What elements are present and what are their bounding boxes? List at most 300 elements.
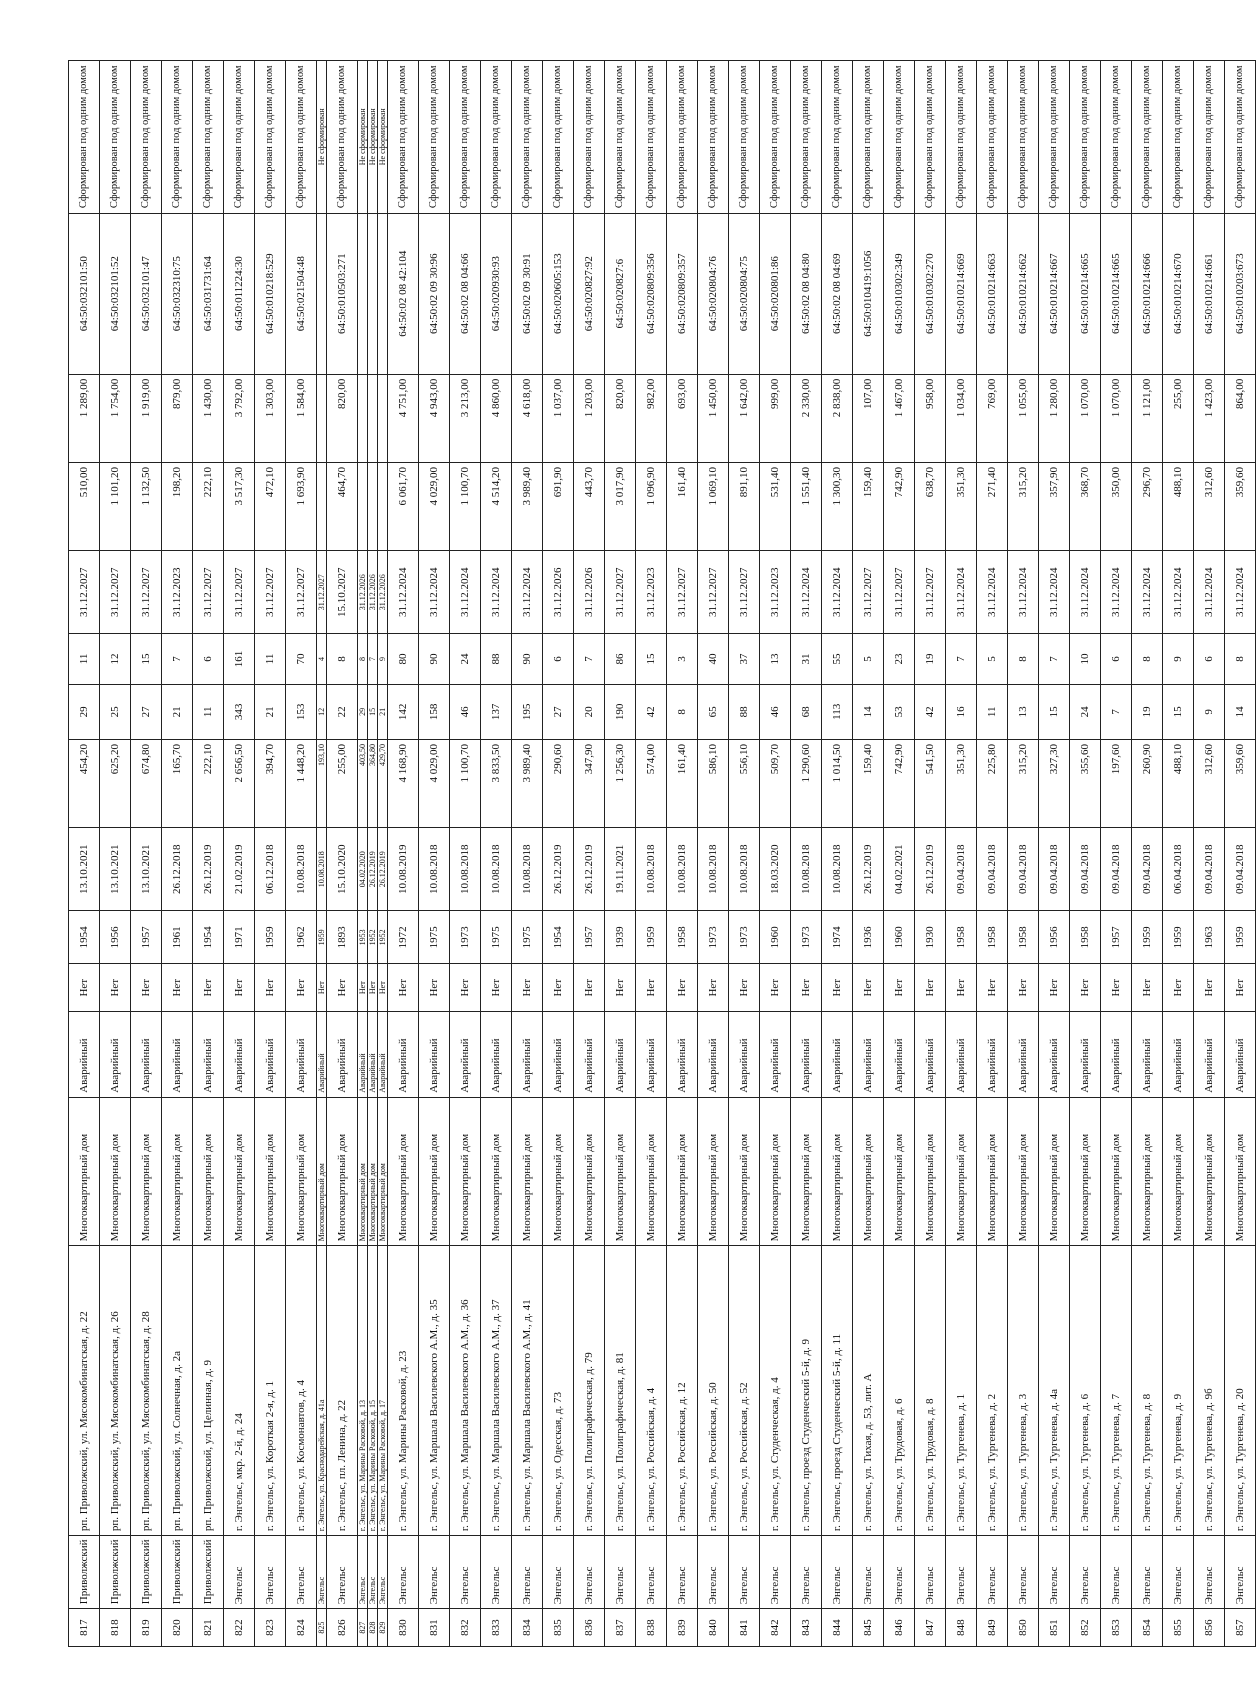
cell-year-built: 1973 <box>729 911 760 964</box>
cell-year-built: 1959 <box>636 911 667 964</box>
cell-row-number: 852 <box>1070 1609 1101 1647</box>
cell-building-type: Многоквартирный дом <box>378 1097 388 1246</box>
cell-row-number: 820 <box>162 1609 193 1647</box>
cell-planned-date: 31.12.2026 <box>368 551 378 634</box>
cell-year-built: 1963 <box>1194 911 1225 964</box>
cell-resettlement-area: 531,40 <box>760 462 791 550</box>
cell-cultural-heritage: Нет <box>884 964 915 1012</box>
cell-address: г. Энгельс, ул. Тургенева, д. 4а <box>1039 1246 1070 1536</box>
cell-total-area: 429,70 <box>378 740 388 828</box>
cell-address: г. Энгельс, ул. Тургенева, д. 1 <box>946 1246 977 1536</box>
cell-cultural-heritage: Нет <box>131 964 162 1012</box>
cell-address: г. Энгельс, ул. Трудовая, д. 6 <box>884 1246 915 1536</box>
cell-cultural-heritage: Нет <box>636 964 667 1012</box>
cell-address: г. Энгельс, ул. Краснодарейская, д. 41а <box>317 1246 327 1536</box>
cell-resettlement-area: 638,70 <box>915 462 946 550</box>
cell-row-number: 830 <box>388 1609 419 1647</box>
cell-cadastral-number: 64:50:02 08 42:104 <box>388 213 419 374</box>
cell-apartments: 80 <box>388 634 419 684</box>
cell-condition: Аварийный <box>1008 1012 1039 1098</box>
cell-recognition-date: 10.08.2018 <box>698 828 729 911</box>
cell-municipality: Энгельс <box>729 1536 760 1609</box>
cell-year-built: 1959 <box>1132 911 1163 964</box>
cell-cultural-heritage: Нет <box>286 964 317 1012</box>
cell-planned-date: 31.12.2027 <box>667 551 698 634</box>
cell-total-area: 3 989,40 <box>512 740 543 828</box>
cell-total-area: 1 014,50 <box>822 740 853 828</box>
cell-planned-date: 31.12.2023 <box>760 551 791 634</box>
cell-condition: Аварийный <box>822 1012 853 1098</box>
cell-year-built: 1958 <box>1070 911 1101 964</box>
table-row <box>698 61 729 1647</box>
cell-condition: Аварийный <box>317 1012 327 1098</box>
cell-cadastral-number: 64:50:032310:75 <box>162 213 193 374</box>
cell-residents: 343 <box>224 684 255 739</box>
cell-municipality: Приволжский <box>193 1536 224 1609</box>
cell-recognition-date: 18.03.2020 <box>760 828 791 911</box>
cell-condition: Аварийный <box>419 1012 450 1098</box>
cell-building-type: Многоквартирный дом <box>1070 1097 1101 1246</box>
cell-address: г. Энгельс, ул. Короткая 2-я, д. 1 <box>255 1246 286 1536</box>
cell-apartments: 9 <box>378 634 388 684</box>
cell-municipality: Энгельс <box>419 1536 450 1609</box>
cell-cadastral-number: 64:50:020605:153 <box>543 213 574 374</box>
cell-address: г. Энгельс, ул. Тургенева, д. 20 <box>1225 1246 1256 1536</box>
cell-municipality: Энгельс <box>884 1536 915 1609</box>
table-row <box>286 61 317 1647</box>
cell-cadastral-number: 64:50:020827:6 <box>605 213 636 374</box>
cell-planned-date: 31.12.2026 <box>358 551 368 634</box>
cell-recognition-date: 26.12.2019 <box>853 828 884 911</box>
cell-total-area: 556,10 <box>729 740 760 828</box>
table-row <box>1194 61 1225 1647</box>
table-row <box>667 61 698 1647</box>
cell-land-status: Сформирован под одним домом <box>884 61 915 214</box>
cell-residents: 29 <box>69 684 100 739</box>
table-row <box>327 61 358 1647</box>
cell-municipality: Энгельс <box>317 1536 327 1609</box>
cell-cadastral-number <box>358 213 368 374</box>
cell-total-area: 403,50 <box>358 740 368 828</box>
cell-land-area: 1 584,00 <box>286 374 317 462</box>
cell-recognition-date: 04.02.2021 <box>884 828 915 911</box>
cell-resettlement-area: 3 517,30 <box>224 462 255 550</box>
cell-condition: Аварийный <box>636 1012 667 1098</box>
cell-building-type: Многоквартирный дом <box>512 1097 543 1246</box>
cell-residents: 8 <box>667 684 698 739</box>
cell-condition: Аварийный <box>358 1012 368 1098</box>
cell-land-status: Сформирован под одним домом <box>791 61 822 214</box>
cell-address: г. Энгельс, ул. Российская, д. 52 <box>729 1246 760 1536</box>
cell-year-built: 1957 <box>1101 911 1132 964</box>
cell-land-area: 4 943,00 <box>419 374 450 462</box>
cell-recognition-date: 09.04.2018 <box>1008 828 1039 911</box>
cell-cadastral-number: 64:50:020809:356 <box>636 213 667 374</box>
cell-cadastral-number: 64:50:020809:357 <box>667 213 698 374</box>
cell-address: г. Энгельс, ул. Маршала Василевского А.М., д. 41 <box>512 1246 543 1536</box>
cell-recognition-date: 10.08.2018 <box>317 828 327 911</box>
cell-condition: Аварийный <box>946 1012 977 1098</box>
cell-residents: 42 <box>915 684 946 739</box>
cell-recognition-date: 09.04.2018 <box>1194 828 1225 911</box>
cell-recognition-date: 06.12.2018 <box>255 828 286 911</box>
cell-resettlement-area: 742,90 <box>884 462 915 550</box>
cell-cultural-heritage: Нет <box>915 964 946 1012</box>
cell-address: г. Энгельс, ул. Полиграфическая, д. 79 <box>574 1246 605 1536</box>
cell-land-area: 2 838,00 <box>822 374 853 462</box>
cell-land-area <box>378 374 388 462</box>
cell-residents: 25 <box>100 684 131 739</box>
cell-apartments: 31 <box>791 634 822 684</box>
cell-cadastral-number: 64:50:010214:662 <box>1008 213 1039 374</box>
cell-resettlement-area: 1 101,20 <box>100 462 131 550</box>
cell-address: г. Энгельс, ул. Полиграфическая, д. 81 <box>605 1246 636 1536</box>
cell-land-status: Не сформирован <box>358 61 368 214</box>
table-row <box>1101 61 1132 1647</box>
cell-resettlement-area: 359,60 <box>1225 462 1256 550</box>
cell-apartments: 24 <box>450 634 481 684</box>
table-row <box>1225 61 1256 1647</box>
cell-residents: 153 <box>286 684 317 739</box>
cell-cultural-heritage: Нет <box>946 964 977 1012</box>
cell-building-type: Многоквартирный дом <box>822 1097 853 1246</box>
cell-land-status: Сформирован под одним домом <box>100 61 131 214</box>
cell-total-area: 4 168,90 <box>388 740 419 828</box>
cell-row-number: 849 <box>977 1609 1008 1647</box>
cell-land-status: Сформирован под одним домом <box>1194 61 1225 214</box>
cell-address: г. Энгельс, ул. Марины Расковой, д. 15 <box>368 1246 378 1536</box>
cell-building-type: Многоквартирный дом <box>698 1097 729 1246</box>
cell-address: г. Энгельс, ул. Российская, д. 4 <box>636 1246 667 1536</box>
cell-row-number: 818 <box>100 1609 131 1647</box>
cell-cadastral-number: 64:50:020930:93 <box>481 213 512 374</box>
cell-building-type: Многоквартирный дом <box>450 1097 481 1246</box>
cell-year-built: 1973 <box>450 911 481 964</box>
cell-recognition-date: 09.04.2018 <box>1070 828 1101 911</box>
cell-building-type: Многоквартирный дом <box>853 1097 884 1246</box>
cell-resettlement-area <box>378 462 388 550</box>
cell-total-area: 541,50 <box>915 740 946 828</box>
cell-land-area: 1 034,00 <box>946 374 977 462</box>
cell-residents: 24 <box>1070 684 1101 739</box>
cell-total-area: 290,60 <box>543 740 574 828</box>
cell-municipality: Энгельс <box>915 1536 946 1609</box>
cell-row-number: 821 <box>193 1609 224 1647</box>
cell-year-built: 1954 <box>193 911 224 964</box>
table-body <box>69 61 1256 1647</box>
cell-land-status: Сформирован под одним домом <box>1163 61 1194 214</box>
cell-apartments: 11 <box>69 634 100 684</box>
cell-planned-date: 31.12.2024 <box>1194 551 1225 634</box>
cell-land-status: Сформирован под одним домом <box>853 61 884 214</box>
cell-municipality: Энгельс <box>1163 1536 1194 1609</box>
cell-apartments: 19 <box>915 634 946 684</box>
cell-resettlement-area: 510,00 <box>69 462 100 550</box>
cell-residents: 21 <box>255 684 286 739</box>
table-row <box>1039 61 1070 1647</box>
cell-year-built: 1973 <box>698 911 729 964</box>
cell-apartments: 23 <box>884 634 915 684</box>
cell-recognition-date: 10.08.2018 <box>822 828 853 911</box>
table-row <box>729 61 760 1647</box>
cell-recognition-date: 26.12.2019 <box>543 828 574 911</box>
cell-year-built: 1893 <box>327 911 358 964</box>
cell-row-number: 842 <box>760 1609 791 1647</box>
cell-apartments: 70 <box>286 634 317 684</box>
cell-year-built: 1975 <box>481 911 512 964</box>
cell-address: г. Энгельс, ул. Тургенева, д. 6 <box>1070 1246 1101 1536</box>
cell-row-number: 825 <box>317 1609 327 1647</box>
cell-planned-date: 31.12.2027 <box>729 551 760 634</box>
cell-condition: Аварийный <box>760 1012 791 1098</box>
cell-resettlement-area <box>358 462 368 550</box>
cell-residents: 22 <box>327 684 358 739</box>
cell-cultural-heritage: Нет <box>419 964 450 1012</box>
cell-land-status: Сформирован под одним домом <box>1039 61 1070 214</box>
cell-resettlement-area: 296,70 <box>1132 462 1163 550</box>
cell-resettlement-area: 198,20 <box>162 462 193 550</box>
cell-apartments: 6 <box>1194 634 1225 684</box>
cell-municipality: Энгельс <box>450 1536 481 1609</box>
cell-apartments: 7 <box>946 634 977 684</box>
cell-condition: Аварийный <box>543 1012 574 1098</box>
cell-building-type: Многоквартирный дом <box>193 1097 224 1246</box>
cell-row-number: 822 <box>224 1609 255 1647</box>
cell-municipality: Энгельс <box>481 1536 512 1609</box>
cell-building-type: Многоквартирный дом <box>760 1097 791 1246</box>
cell-total-area: 1 100,70 <box>450 740 481 828</box>
cell-apartments: 7 <box>1039 634 1070 684</box>
cell-land-area: 107,00 <box>853 374 884 462</box>
cell-planned-date: 31.12.2027 <box>698 551 729 634</box>
cell-apartments: 5 <box>853 634 884 684</box>
cell-land-status: Сформирован под одним домом <box>162 61 193 214</box>
cell-resettlement-area: 357,90 <box>1039 462 1070 550</box>
cell-year-built: 1974 <box>822 911 853 964</box>
cell-residents: 19 <box>1132 684 1163 739</box>
cell-row-number: 819 <box>131 1609 162 1647</box>
cell-address: г. Энгельс, ул. Одесская, д. 73 <box>543 1246 574 1536</box>
cell-cultural-heritage: Нет <box>574 964 605 1012</box>
cell-cultural-heritage: Нет <box>1008 964 1039 1012</box>
cell-cultural-heritage: Нет <box>1194 964 1225 1012</box>
cell-building-type: Многоквартирный дом <box>481 1097 512 1246</box>
cell-land-status: Сформирован под одним домом <box>286 61 317 214</box>
cell-residents: 20 <box>574 684 605 739</box>
cell-building-type: Многоквартирный дом <box>915 1097 946 1246</box>
cell-resettlement-area: 315,20 <box>1008 462 1039 550</box>
cell-resettlement-area: 368,70 <box>1070 462 1101 550</box>
cell-apartments: 8 <box>358 634 368 684</box>
cell-condition: Аварийный <box>286 1012 317 1098</box>
cell-recognition-date: 15.10.2020 <box>327 828 358 911</box>
cell-cultural-heritage: Нет <box>512 964 543 1012</box>
cell-cadastral-number: 64:50:010214:670 <box>1163 213 1194 374</box>
cell-address: г. Энгельс, ул. Марины Расковой, д. 23 <box>388 1246 419 1536</box>
cell-total-area: 197,60 <box>1101 740 1132 828</box>
cell-land-status: Сформирован под одним домом <box>698 61 729 214</box>
cell-municipality: Энгельс <box>667 1536 698 1609</box>
cell-condition: Аварийный <box>853 1012 884 1098</box>
cell-row-number: 857 <box>1225 1609 1256 1647</box>
cell-building-type: Многоквартирный дом <box>1194 1097 1225 1246</box>
cell-condition: Аварийный <box>884 1012 915 1098</box>
cell-planned-date: 31.12.2027 <box>193 551 224 634</box>
cell-resettlement-area <box>368 462 378 550</box>
cell-land-status: Сформирован под одним домом <box>131 61 162 214</box>
cell-condition: Аварийный <box>791 1012 822 1098</box>
cell-land-status: Сформирован под одним домом <box>760 61 791 214</box>
cell-building-type: Многоквартирный дом <box>884 1097 915 1246</box>
cell-planned-date: 31.12.2024 <box>1132 551 1163 634</box>
cell-apartments: 8 <box>327 634 358 684</box>
cell-building-type: Многоквартирный дом <box>605 1097 636 1246</box>
cell-year-built: 1959 <box>317 911 327 964</box>
cell-municipality: Энгельс <box>1039 1536 1070 1609</box>
cell-residents: 158 <box>419 684 450 739</box>
cell-apartments: 12 <box>100 634 131 684</box>
cell-year-built: 1958 <box>1008 911 1039 964</box>
cell-municipality: Энгельс <box>760 1536 791 1609</box>
cell-land-status: Сформирован под одним домом <box>822 61 853 214</box>
cell-address: г. Энгельс, ул. Российская, д. 12 <box>667 1246 698 1536</box>
cell-total-area: 586,10 <box>698 740 729 828</box>
cell-land-area: 864,00 <box>1225 374 1256 462</box>
cell-residents: 12 <box>317 684 327 739</box>
table-row <box>512 61 543 1647</box>
cell-year-built: 1954 <box>69 911 100 964</box>
cell-year-built: 1958 <box>667 911 698 964</box>
cell-residents: 15 <box>1163 684 1194 739</box>
cell-total-area: 225,80 <box>977 740 1008 828</box>
cell-year-built: 1939 <box>605 911 636 964</box>
cell-municipality: Энгельс <box>358 1536 368 1609</box>
cell-land-area: 1 037,00 <box>543 374 574 462</box>
cell-row-number: 845 <box>853 1609 884 1647</box>
cell-recognition-date: 09.04.2018 <box>946 828 977 911</box>
cell-total-area: 674,80 <box>131 740 162 828</box>
cell-recognition-date: 26.12.2019 <box>378 828 388 911</box>
cell-land-area: 4 618,00 <box>512 374 543 462</box>
cell-condition: Аварийный <box>69 1012 100 1098</box>
table-row <box>946 61 977 1647</box>
cell-cultural-heritage: Нет <box>977 964 1008 1012</box>
cell-address: г. Энгельс, ул. Марины Расковой, д. 17 <box>378 1246 388 1536</box>
cell-land-area: 4 860,00 <box>481 374 512 462</box>
cell-municipality: Энгельс <box>224 1536 255 1609</box>
table-row <box>884 61 915 1647</box>
cell-building-type: Многоквартирный дом <box>131 1097 162 1246</box>
cell-land-status: Сформирован под одним домом <box>574 61 605 214</box>
table-row <box>419 61 450 1647</box>
cell-cultural-heritage: Нет <box>1070 964 1101 1012</box>
cell-cadastral-number: 64:50:010214:666 <box>1132 213 1163 374</box>
cell-recognition-date: 19.11.2021 <box>605 828 636 911</box>
cell-building-type: Многоквартирный дом <box>977 1097 1008 1246</box>
cell-condition: Аварийный <box>1225 1012 1256 1098</box>
cell-resettlement-area: 4 514,20 <box>481 462 512 550</box>
cell-cadastral-number: 64:50:011224:30 <box>224 213 255 374</box>
cell-resettlement-area: 4 029,00 <box>419 462 450 550</box>
cell-condition: Аварийный <box>1039 1012 1070 1098</box>
cell-address: г. Энгельс, ул. Маршала Василевского А.М., д. 35 <box>419 1246 450 1536</box>
cell-recognition-date: 09.04.2018 <box>1132 828 1163 911</box>
cell-apartments: 37 <box>729 634 760 684</box>
cell-row-number: 841 <box>729 1609 760 1647</box>
cell-apartments: 90 <box>512 634 543 684</box>
cell-land-status: Сформирован под одним домом <box>636 61 667 214</box>
cell-municipality: Энгельс <box>327 1536 358 1609</box>
cell-cultural-heritage: Нет <box>193 964 224 1012</box>
cell-row-number: 826 <box>327 1609 358 1647</box>
cell-condition: Аварийный <box>368 1012 378 1098</box>
table-row <box>69 61 100 1647</box>
cell-year-built: 1953 <box>358 911 368 964</box>
cell-apartments: 88 <box>481 634 512 684</box>
cell-planned-date: 31.12.2024 <box>1039 551 1070 634</box>
cell-resettlement-area: 472,10 <box>255 462 286 550</box>
cell-year-built: 1972 <box>388 911 419 964</box>
cell-row-number: 824 <box>286 1609 317 1647</box>
cell-row-number: 832 <box>450 1609 481 1647</box>
table-row <box>574 61 605 1647</box>
cell-cultural-heritage: Нет <box>667 964 698 1012</box>
cell-row-number: 846 <box>884 1609 915 1647</box>
cell-recognition-date: 10.08.2018 <box>667 828 698 911</box>
cell-total-area: 193,10 <box>317 740 327 828</box>
cell-recognition-date: 26.12.2019 <box>368 828 378 911</box>
cell-total-area: 222,10 <box>193 740 224 828</box>
cell-row-number: 838 <box>636 1609 667 1647</box>
cell-municipality: Энгельс <box>791 1536 822 1609</box>
cell-row-number: 836 <box>574 1609 605 1647</box>
table-row <box>193 61 224 1647</box>
cell-land-area <box>317 374 327 462</box>
cell-total-area: 351,30 <box>946 740 977 828</box>
cell-cultural-heritage: Нет <box>358 964 368 1012</box>
cell-land-area: 2 330,00 <box>791 374 822 462</box>
cell-land-status: Сформирован под одним домом <box>543 61 574 214</box>
cell-planned-date: 31.12.2024 <box>1225 551 1256 634</box>
cell-building-type: Многоквартирный дом <box>368 1097 378 1246</box>
cell-residents: 113 <box>822 684 853 739</box>
cell-cadastral-number: 64:50:02 08 04:66 <box>450 213 481 374</box>
cell-apartments: 86 <box>605 634 636 684</box>
cell-land-area: 1 289,00 <box>69 374 100 462</box>
cell-cadastral-number: 64:50:010214:665 <box>1101 213 1132 374</box>
cell-cultural-heritage: Нет <box>1225 964 1256 1012</box>
cell-apartments: 8 <box>1008 634 1039 684</box>
cell-row-number: 840 <box>698 1609 729 1647</box>
cell-cadastral-number: 64:50:010214:669 <box>946 213 977 374</box>
cell-resettlement-area: 3 989,40 <box>512 462 543 550</box>
cell-municipality: Приволжский <box>69 1536 100 1609</box>
table-row <box>605 61 636 1647</box>
cell-planned-date: 31.12.2024 <box>512 551 543 634</box>
cell-cadastral-number <box>317 213 327 374</box>
table-row <box>224 61 255 1647</box>
cell-land-area: 693,00 <box>667 374 698 462</box>
cell-cultural-heritage: Нет <box>1163 964 1194 1012</box>
cell-land-area: 1 055,00 <box>1008 374 1039 462</box>
cell-cultural-heritage: Нет <box>605 964 636 1012</box>
cell-planned-date: 31.12.2027 <box>100 551 131 634</box>
cell-cadastral-number: 64:50:031731:64 <box>193 213 224 374</box>
cell-address: г. Энгельс, ул. Тургенева, д. 2 <box>977 1246 1008 1536</box>
cell-apartments: 15 <box>131 634 162 684</box>
cell-land-status: Сформирован под одним домом <box>388 61 419 214</box>
cell-municipality: Энгельс <box>574 1536 605 1609</box>
